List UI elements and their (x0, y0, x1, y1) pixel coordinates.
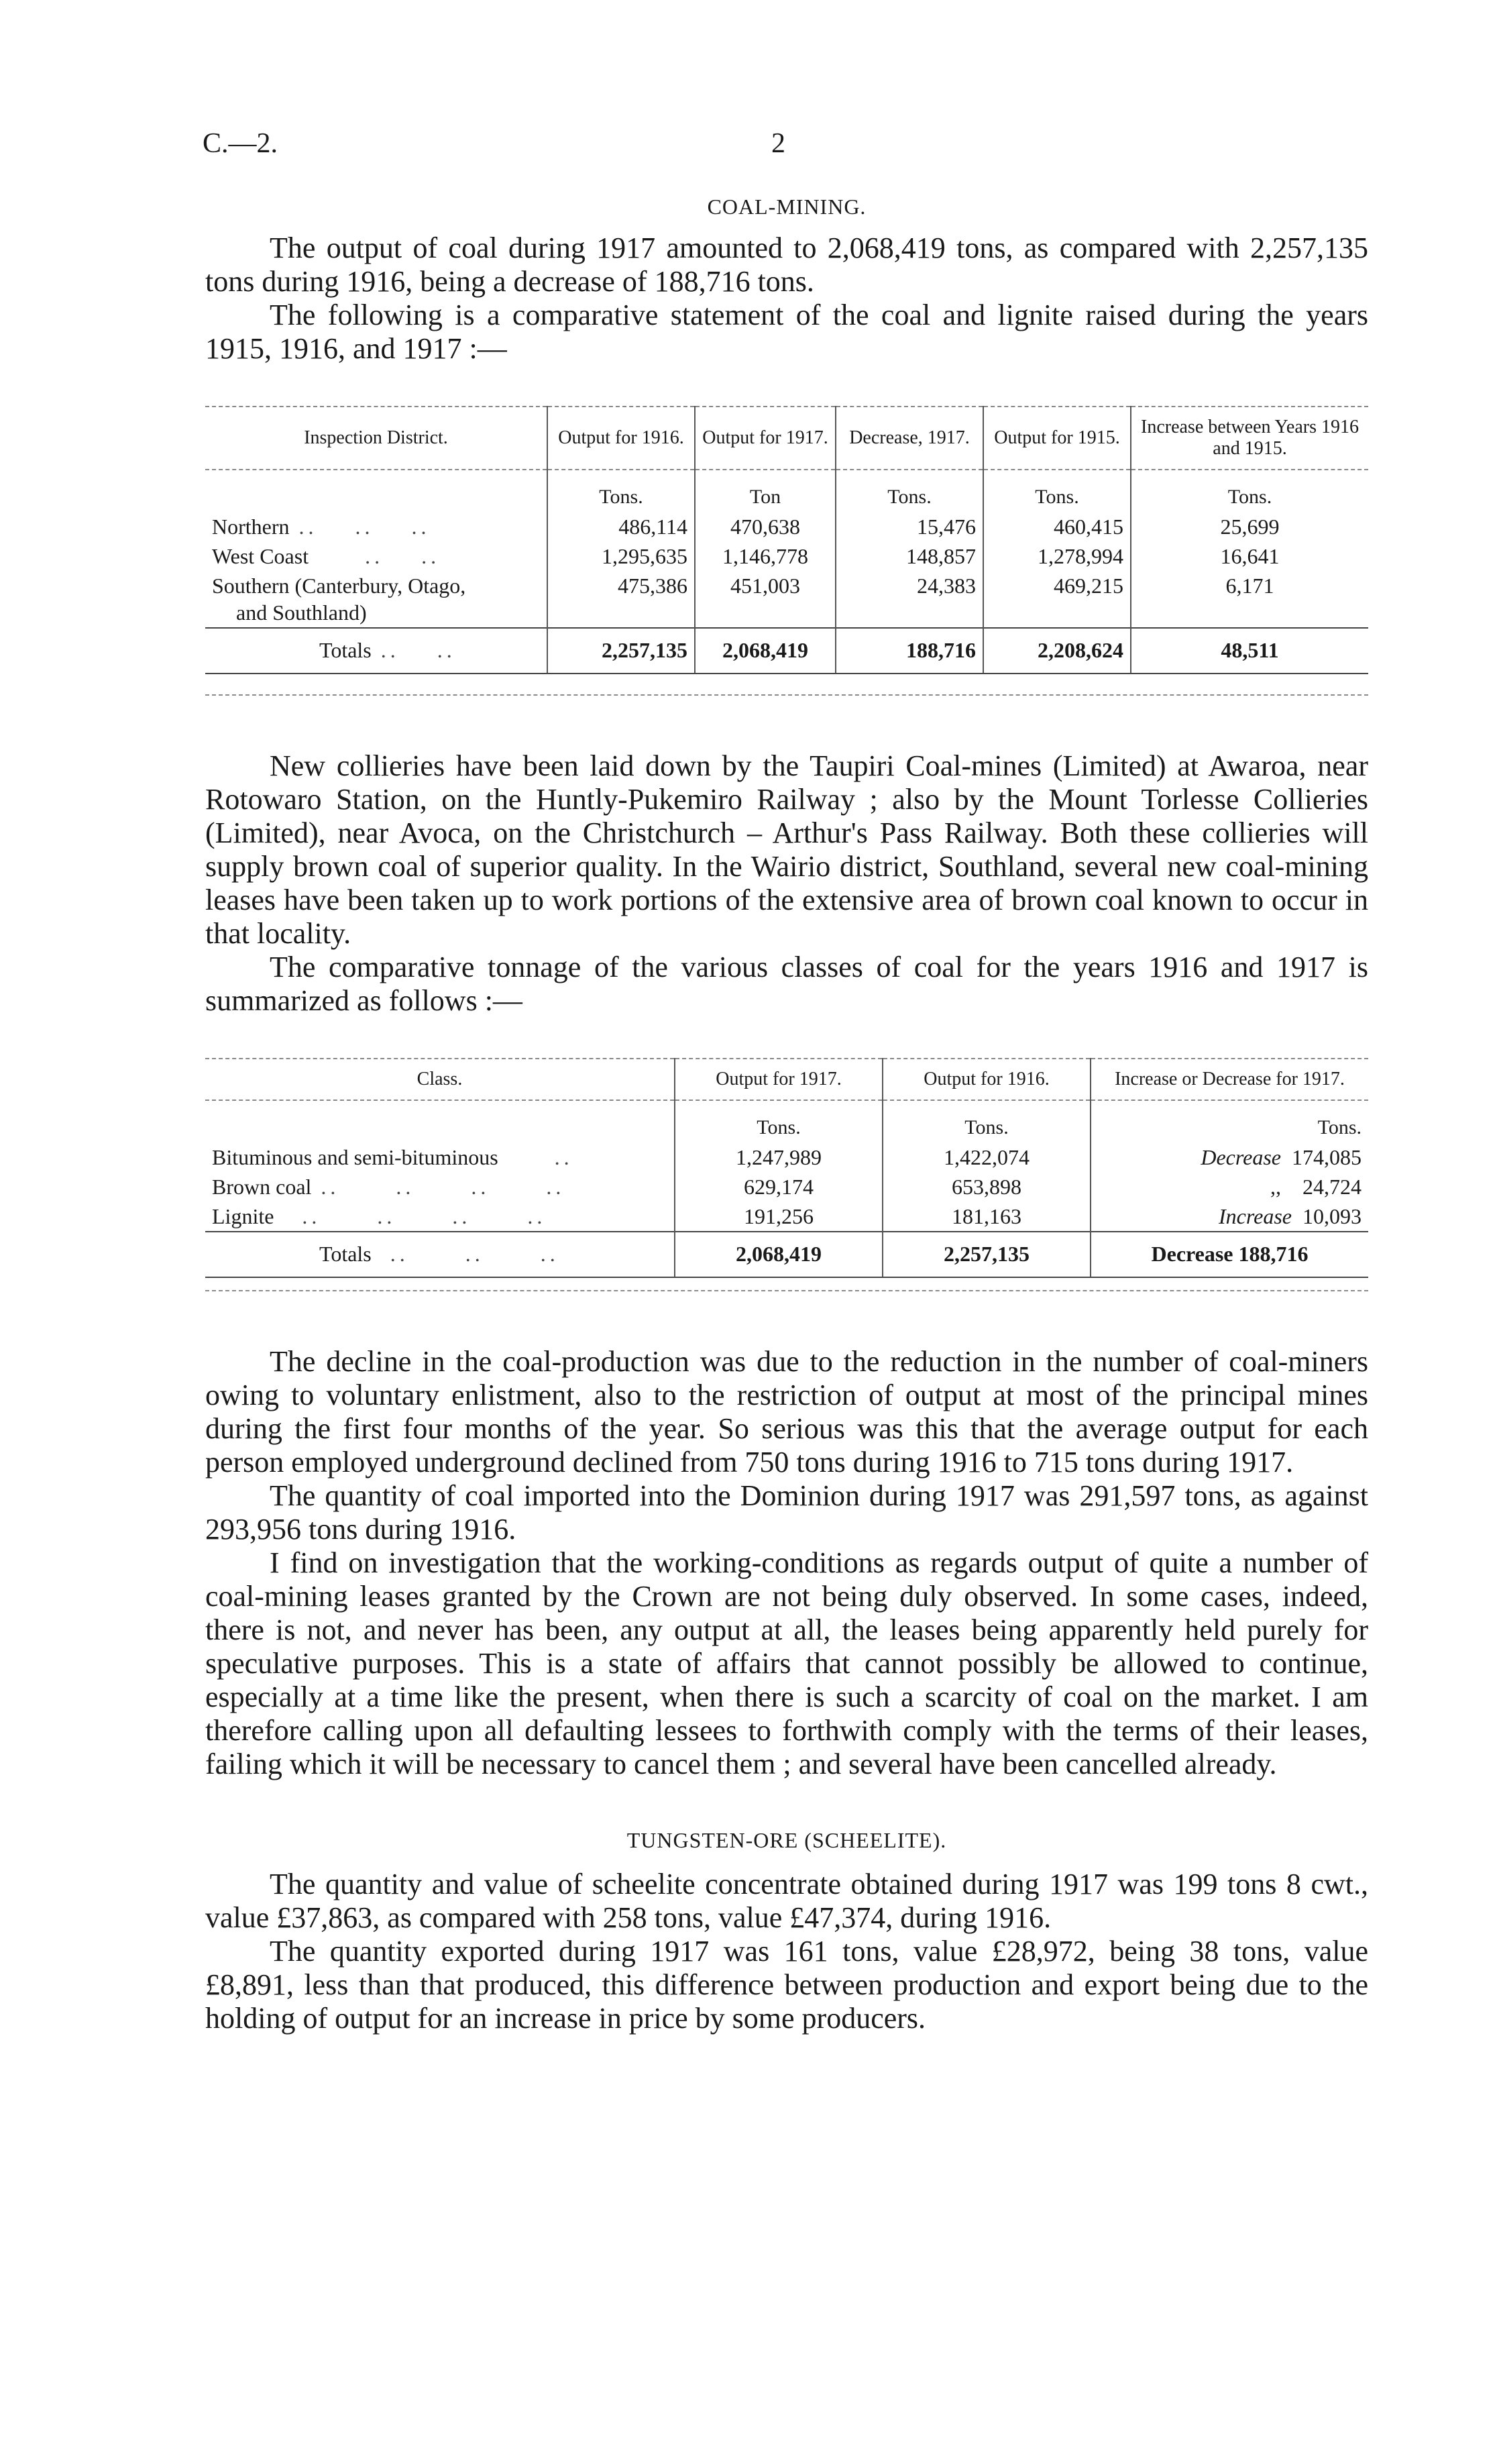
coal-paragraph-1: The output of coal during 1917 amounted to 2,068,419 tons, as compared with 2,257,135 tons during 1916, being a decrease of 188,716 tons. (205, 231, 1368, 298)
coal-output-by-district-table (205, 406, 1368, 674)
output-1917-cell: 1,247,989 (675, 1142, 883, 1172)
col-header-output-1916: Output for 1916. (547, 407, 695, 470)
class-name: Brown coal (212, 1175, 312, 1199)
table-row (205, 571, 1368, 628)
change-direction: Increase (1219, 1204, 1292, 1228)
unit-label: Ton (695, 470, 836, 512)
coal-paragraph-5: The decline in the coal-production was due to the reduction in the number of coal-miners owing to voluntary enlistment, also to the restriction of output at most of the principal mines during the first four months of the year. So serious was this that the average output for each person employed underground declined from 750 tons during 1916 to 715 tons during 1917. (205, 1345, 1368, 1479)
increase-cell: 6,171 (1131, 571, 1368, 628)
coal-class-table (205, 1058, 1368, 1278)
output-1916-cell: 181,163 (883, 1201, 1091, 1232)
output-1916-cell: 486,114 (547, 512, 695, 541)
col-header-increase: Increase between Years 1916 and 1915. (1131, 407, 1368, 470)
coal-mining-heading: COAL-MINING. (707, 195, 867, 219)
total-increase: 48,511 (1131, 628, 1368, 674)
coal-paragraph-2: The following is a comparative statement of the coal and lignite raised during the years 1915, 1916, and 1917 :— (205, 299, 1368, 365)
change-value: 10,093 (1302, 1204, 1362, 1228)
total-output-1917: 2,068,419 (675, 1232, 883, 1277)
output-1917-cell: 1,146,778 (695, 541, 836, 571)
total-change: Decrease 188,716 (1091, 1232, 1368, 1277)
total-output-1917: 2,068,419 (695, 628, 836, 674)
tungsten-paragraph-1: The quantity and value of scheelite concentrate obtained during 1917 was 199 tons 8 cwt., value £37,863, as compared with 258 tons, value £47,374, during 1916. (205, 1868, 1368, 1934)
table-row: West Coast .. .. 1,295,635 1,146,778 148,857 1,278,994 16,641 (205, 541, 1368, 571)
coal-paragraph-7: I find on investigation that the working-conditions as regards output of quite a number of coal-mining leases granted by the Crown are not being duly observed. In some cases, indeed, there is not, and never has been, any output at all, the leases being apparently held purely for speculative purposes. This is a state of affairs that cannot possibly be allowed to continue, especially at a time like the present, when there is such a scarcity of coal on the market. I am therefore calling upon all defaulting lessees to forthwith comply with the terms of their leases, failing which it will be necessary to cancel them ; and several have been cancelled already. (205, 1546, 1368, 1780)
document-reference: C.—2. (203, 128, 278, 159)
col-header-output-1916: Output for 1916. (883, 1059, 1091, 1100)
output-1916-cell: 475,386 (547, 571, 695, 628)
decrease-cell: 148,857 (836, 541, 983, 571)
decrease-cell: 24,383 (836, 571, 983, 628)
output-1916-cell: 1,422,074 (883, 1142, 1091, 1172)
coal-paragraph-4: The comparative tonnage of the various classes of coal for the years 1916 and 1917 is summarized as follows :— (205, 951, 1368, 1017)
change-direction: ,, (1270, 1175, 1281, 1199)
page-number: 2 (771, 128, 785, 159)
output-1917-cell: 451,003 (695, 571, 836, 628)
table-header-row (205, 1059, 1368, 1100)
total-decrease: 188,716 (836, 628, 983, 674)
total-output-1916: 2,257,135 (547, 628, 695, 674)
col-header-output-1917: Output for 1917. (675, 1059, 883, 1100)
increase-cell: 25,699 (1131, 512, 1368, 541)
change-value: 24,724 (1302, 1175, 1362, 1199)
output-1916-cell: 1,295,635 (547, 541, 695, 571)
total-output-1916: 2,257,135 (883, 1232, 1091, 1277)
total-output-1915: 2,208,624 (983, 628, 1131, 674)
table-header-row (205, 407, 1368, 470)
district-name-continued: and Southland) (236, 600, 367, 625)
totals-row: Totals .. .. .. 2,068,419 2,257,135 Decrease 188,716 (205, 1232, 1368, 1277)
units-row (205, 1100, 1368, 1142)
col-header-class: Class. (417, 1069, 463, 1089)
class-name: Bituminous and semi-bituminous (212, 1145, 498, 1169)
change-direction: Decrease (1201, 1145, 1281, 1169)
unit-label: Tons. (547, 470, 695, 512)
output-1915-cell: 1,278,994 (983, 541, 1131, 571)
table-row: Lignite .. .. .. .. 191,256 181,163 Increase 10,093 (205, 1201, 1368, 1232)
table-row: Northern .. .. .. 486,114 470,638 15,476 460,415 25,699 (205, 512, 1368, 541)
class-name: Lignite (212, 1204, 274, 1228)
table-row: Brown coal .. .. .. .. 629,174 653,898 ,, 24,724 (205, 1172, 1368, 1201)
totals-label: Totals (319, 638, 372, 662)
district-name: Southern (Canterbury, Otago, (212, 574, 466, 598)
output-1917-cell: 191,256 (675, 1201, 883, 1232)
change-value: 174,085 (1292, 1145, 1362, 1169)
units-row (205, 470, 1368, 512)
col-header-decrease-1917: Decrease, 1917. (836, 407, 983, 470)
totals-row: Totals .. .. 2,257,135 2,068,419 188,716 2,208,624 48,511 (205, 628, 1368, 674)
unit-label: Tons. (883, 1100, 1091, 1142)
document-page (205, 127, 1368, 2035)
output-1917-cell: 629,174 (675, 1172, 883, 1201)
col-header-output-1915: Output for 1915. (983, 407, 1131, 470)
tungsten-paragraph-2: The quantity exported during 1917 was 161 tons, value £28,972, being 38 tons, value £8,891, less than that produced, this difference between production and export being due to the holding of output for an increase in price by some producers. (205, 1935, 1368, 2035)
coal-paragraph-6: The quantity of coal imported into the Dominion during 1917 was 291,597 tons, as against 293,956 tons during 1916. (205, 1479, 1368, 1546)
col-header-district: Inspection District. (304, 427, 448, 448)
page-header (205, 127, 1368, 168)
unit-label: Tons. (983, 470, 1131, 512)
unit-label: Tons. (836, 470, 983, 512)
decrease-cell: 15,476 (836, 512, 983, 541)
col-header-output-1917: Output for 1917. (695, 407, 836, 470)
table-row: Bituminous and semi-bituminous .. 1,247,989 1,422,074 Decrease 174,085 (205, 1142, 1368, 1172)
unit-label: Tons. (675, 1100, 883, 1142)
output-1916-cell: 653,898 (883, 1172, 1091, 1201)
increase-cell: 16,641 (1131, 541, 1368, 571)
output-1915-cell: 469,215 (983, 571, 1131, 628)
unit-label: Tons. (1091, 1100, 1368, 1142)
district-name: West Coast (212, 544, 309, 568)
totals-label: Totals (319, 1242, 372, 1266)
district-name: Northern (212, 515, 290, 539)
unit-label: Tons. (1131, 470, 1368, 512)
output-1917-cell: 470,638 (695, 512, 836, 541)
output-1915-cell: 460,415 (983, 512, 1131, 541)
col-header-change: Increase or Decrease for 1917. (1091, 1059, 1368, 1100)
coal-paragraph-3: New collieries have been laid down by the Taupiri Coal-mines (Limited) at Awaroa, near Rotowaro Station, on the Huntly-Pukemiro Railway ; also by the Mount Torlesse Collieries (Limited), near Avoca, on the Christchurch – Arthur's Pass Railway. Both these collieries will supply brown coal of superior quality. In the Wairio district, Southland, several new coal-mining leases have been taken up to work portions of the extensive area of brown coal known to occur in that locality. (205, 749, 1368, 950)
tungsten-heading: TUNGSTEN-ORE (SCHEELITE). (626, 1828, 947, 1852)
